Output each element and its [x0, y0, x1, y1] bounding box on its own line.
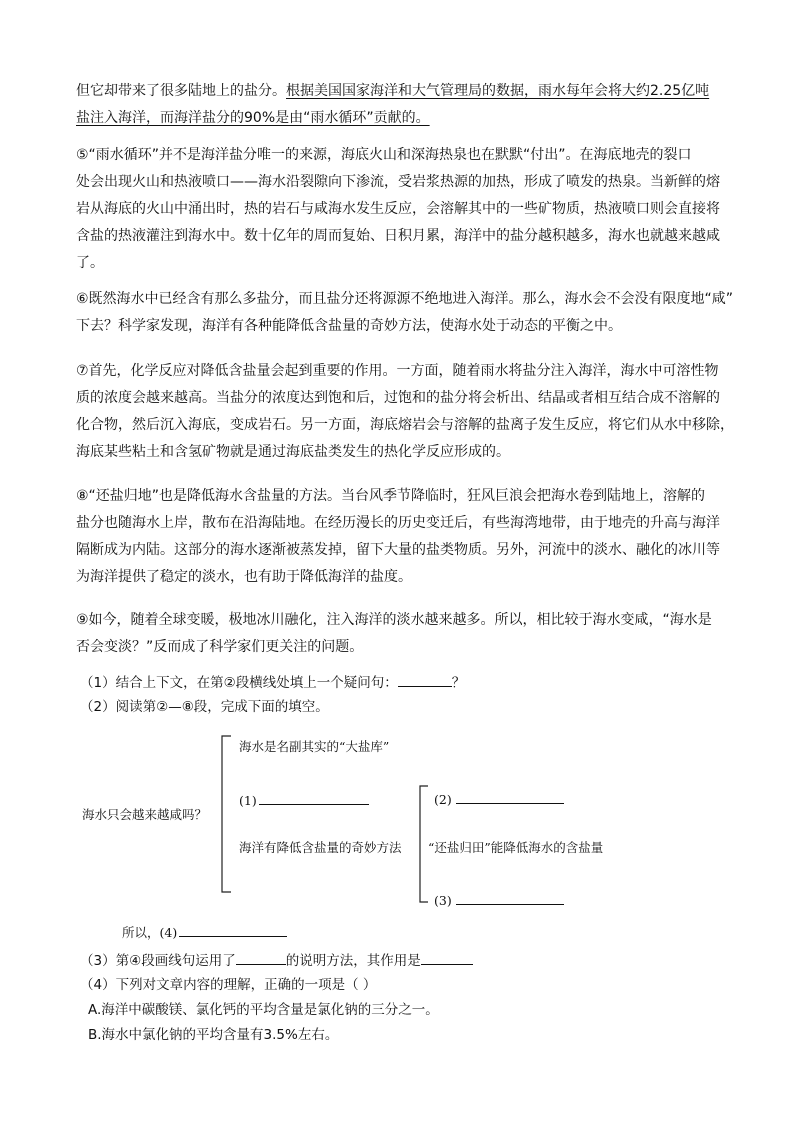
paragraph-line: 隔断成为内陆。这部分的海水逐渐被蒸发掉，留下大量的盐类物质。另外，河流中的淡水、融化的冰川等 — [76, 542, 720, 558]
plain-text: 但它却带来了很多陆地上的盐分。 — [76, 83, 286, 99]
paragraph-line: 含盐的热液灌注到海水中。数十亿年的周而复始、日积月累，海洋中的盐分越积越多，海水也就越来越咸 — [76, 228, 720, 244]
blank-label: (2) — [434, 792, 452, 807]
blank-label: (1) — [239, 793, 257, 808]
answer-blank[interactable] — [236, 950, 286, 965]
question-1 — [80, 672, 465, 694]
diagram-branch-1: 海水是名副其实的“大盐库” — [239, 739, 390, 754]
paragraph-line — [76, 105, 718, 132]
diagram-root: 海水只会越来越咸吗？ — [82, 807, 208, 822]
paragraph-line: 处会出现火山和热液喷口——海水沿裂隙向下渗流，受岩浆热源的加热，形成了喷发的热泉。当新鲜的熔 — [76, 174, 720, 190]
underlined-sentence: 盐注入海洋，而海洋盐分的90%是由“雨水循环”贡献的。 — [76, 110, 430, 126]
paragraph-line: 为海洋提供了稳定的淡水，也有助于降低海洋的盐度。 — [76, 569, 412, 585]
paragraph-6 — [76, 286, 734, 340]
paragraph-line: ⑧“还盐归地”也是降低海水含盐量的方法。当台风季节降临时，狂风巨浪会把海水卷到陆地上，溶解的 — [76, 488, 706, 504]
answer-blank[interactable] — [259, 790, 369, 805]
paragraph-line: 岩从海底的火山中涌出时，热的岩石与咸海水发生反应，会溶解其中的一些矿物质，热液喷口则会直接将 — [76, 201, 720, 217]
diagram-branch-2 — [239, 790, 369, 808]
paragraph-line: 否会变淡？”反而成了科学家们更关注的问题。 — [76, 639, 364, 655]
paragraph-line: 质的浓度会越来越高。当盐分的浓度达到饱和后，过饱和的盐分将会析出、结晶或者相互结合成不溶解的 — [76, 390, 720, 406]
paragraph-line: ⑨如今，随着全球变暖，极地冰川融化，注入海洋的淡水越来越多。所以，相比较于海水变咸，“海水是 — [76, 612, 712, 628]
answer-blank[interactable] — [456, 890, 564, 905]
blank-label: (3) — [434, 893, 452, 908]
paragraph-line: ⑤“雨水循环”并不是海洋盐分唯一的来源，海底火山和深海热泉也在默默“付出”。在海底地壳的裂口 — [76, 147, 692, 163]
paragraph-line: 盐分也随海水上岸，散布在沿海陆地。在经历漫长的历史变迁后，有些海湾地带，由于地壳的升高与海洋 — [76, 515, 720, 531]
paragraph-line: 海底某些粘土和含氢矿物就是通过海底盐类发生的热化学反应形成的。 — [76, 444, 510, 460]
diagram-conclusion — [122, 922, 287, 941]
option-b[interactable]: B.海水中氯化钠的平均含量有3.5%左右。 — [88, 1027, 339, 1043]
conclusion-label: 所以，(4) — [122, 925, 178, 940]
question-text: ？ — [451, 675, 466, 691]
question-text: 的说明方法，其作用是 — [285, 953, 421, 969]
paragraph-line: 下去？科学家发现，海洋有各种能降低含盐量的奇妙方法，使海水处于动态的平衡之中。 — [76, 318, 622, 334]
option-a[interactable]: A.海洋中碳酸镁、氯化钙的平均含量是氯化钠的三分之一。 — [88, 1002, 439, 1018]
paragraph-line: 了。 — [76, 255, 104, 271]
paragraph-line: ⑦首先，化学反应对降低含盐量会起到重要的作用。一方面，随着雨水将盐分注入海洋，海水中可溶性物 — [76, 363, 719, 379]
paragraph-9 — [76, 607, 718, 661]
diagram-sub-2 — [434, 789, 564, 807]
answer-blank[interactable] — [398, 672, 452, 687]
diagram-sub-3 — [434, 890, 564, 908]
bracket-lines — [76, 722, 716, 942]
paragraph-5 — [76, 142, 718, 277]
paragraph-line — [76, 78, 718, 105]
diagram-branch-3: 海洋有降低含盐量的奇妙方法 — [239, 840, 402, 855]
paragraph-8 — [76, 483, 718, 591]
underlined-sentence: 根据美国国家海洋和大气管理局的数据，雨水每年会将大约2.25亿吨 — [286, 83, 710, 99]
question-4 — [80, 974, 376, 996]
answer-blank[interactable] — [179, 922, 287, 937]
paragraph-line: ⑥既然海水中已经含有那么多盐分，而且盐分还将源源不绝地进入海洋。那么，海水会不会没有限度地“咸” — [76, 291, 734, 307]
answer-blank[interactable] — [421, 950, 473, 965]
diagram-sub-mid: “还盐归田”能降低海水的含盐量 — [428, 840, 604, 855]
question-text: （1）结合上下文，在第②段横线处填上一个疑问句： — [80, 675, 398, 691]
question-3 — [80, 950, 473, 972]
question-2 — [80, 696, 329, 718]
question-text: （2）阅读第②—⑧段，完成下面的填空。 — [80, 699, 329, 715]
paragraph-line: 化合物，然后沉入海底，变成岩石。另一方面，海底熔岩会与溶解的盐离子发生反应，将它们从水中移除， — [76, 417, 734, 433]
paragraph-4 — [76, 78, 718, 132]
question-text: （3）第④段画线句运用了 — [80, 953, 236, 969]
question-text: （4）下列对文章内容的理解，正确的一项是（ ） — [80, 977, 377, 993]
structure-diagram — [76, 722, 716, 942]
answer-blank[interactable] — [456, 789, 564, 804]
paragraph-7 — [76, 358, 734, 466]
